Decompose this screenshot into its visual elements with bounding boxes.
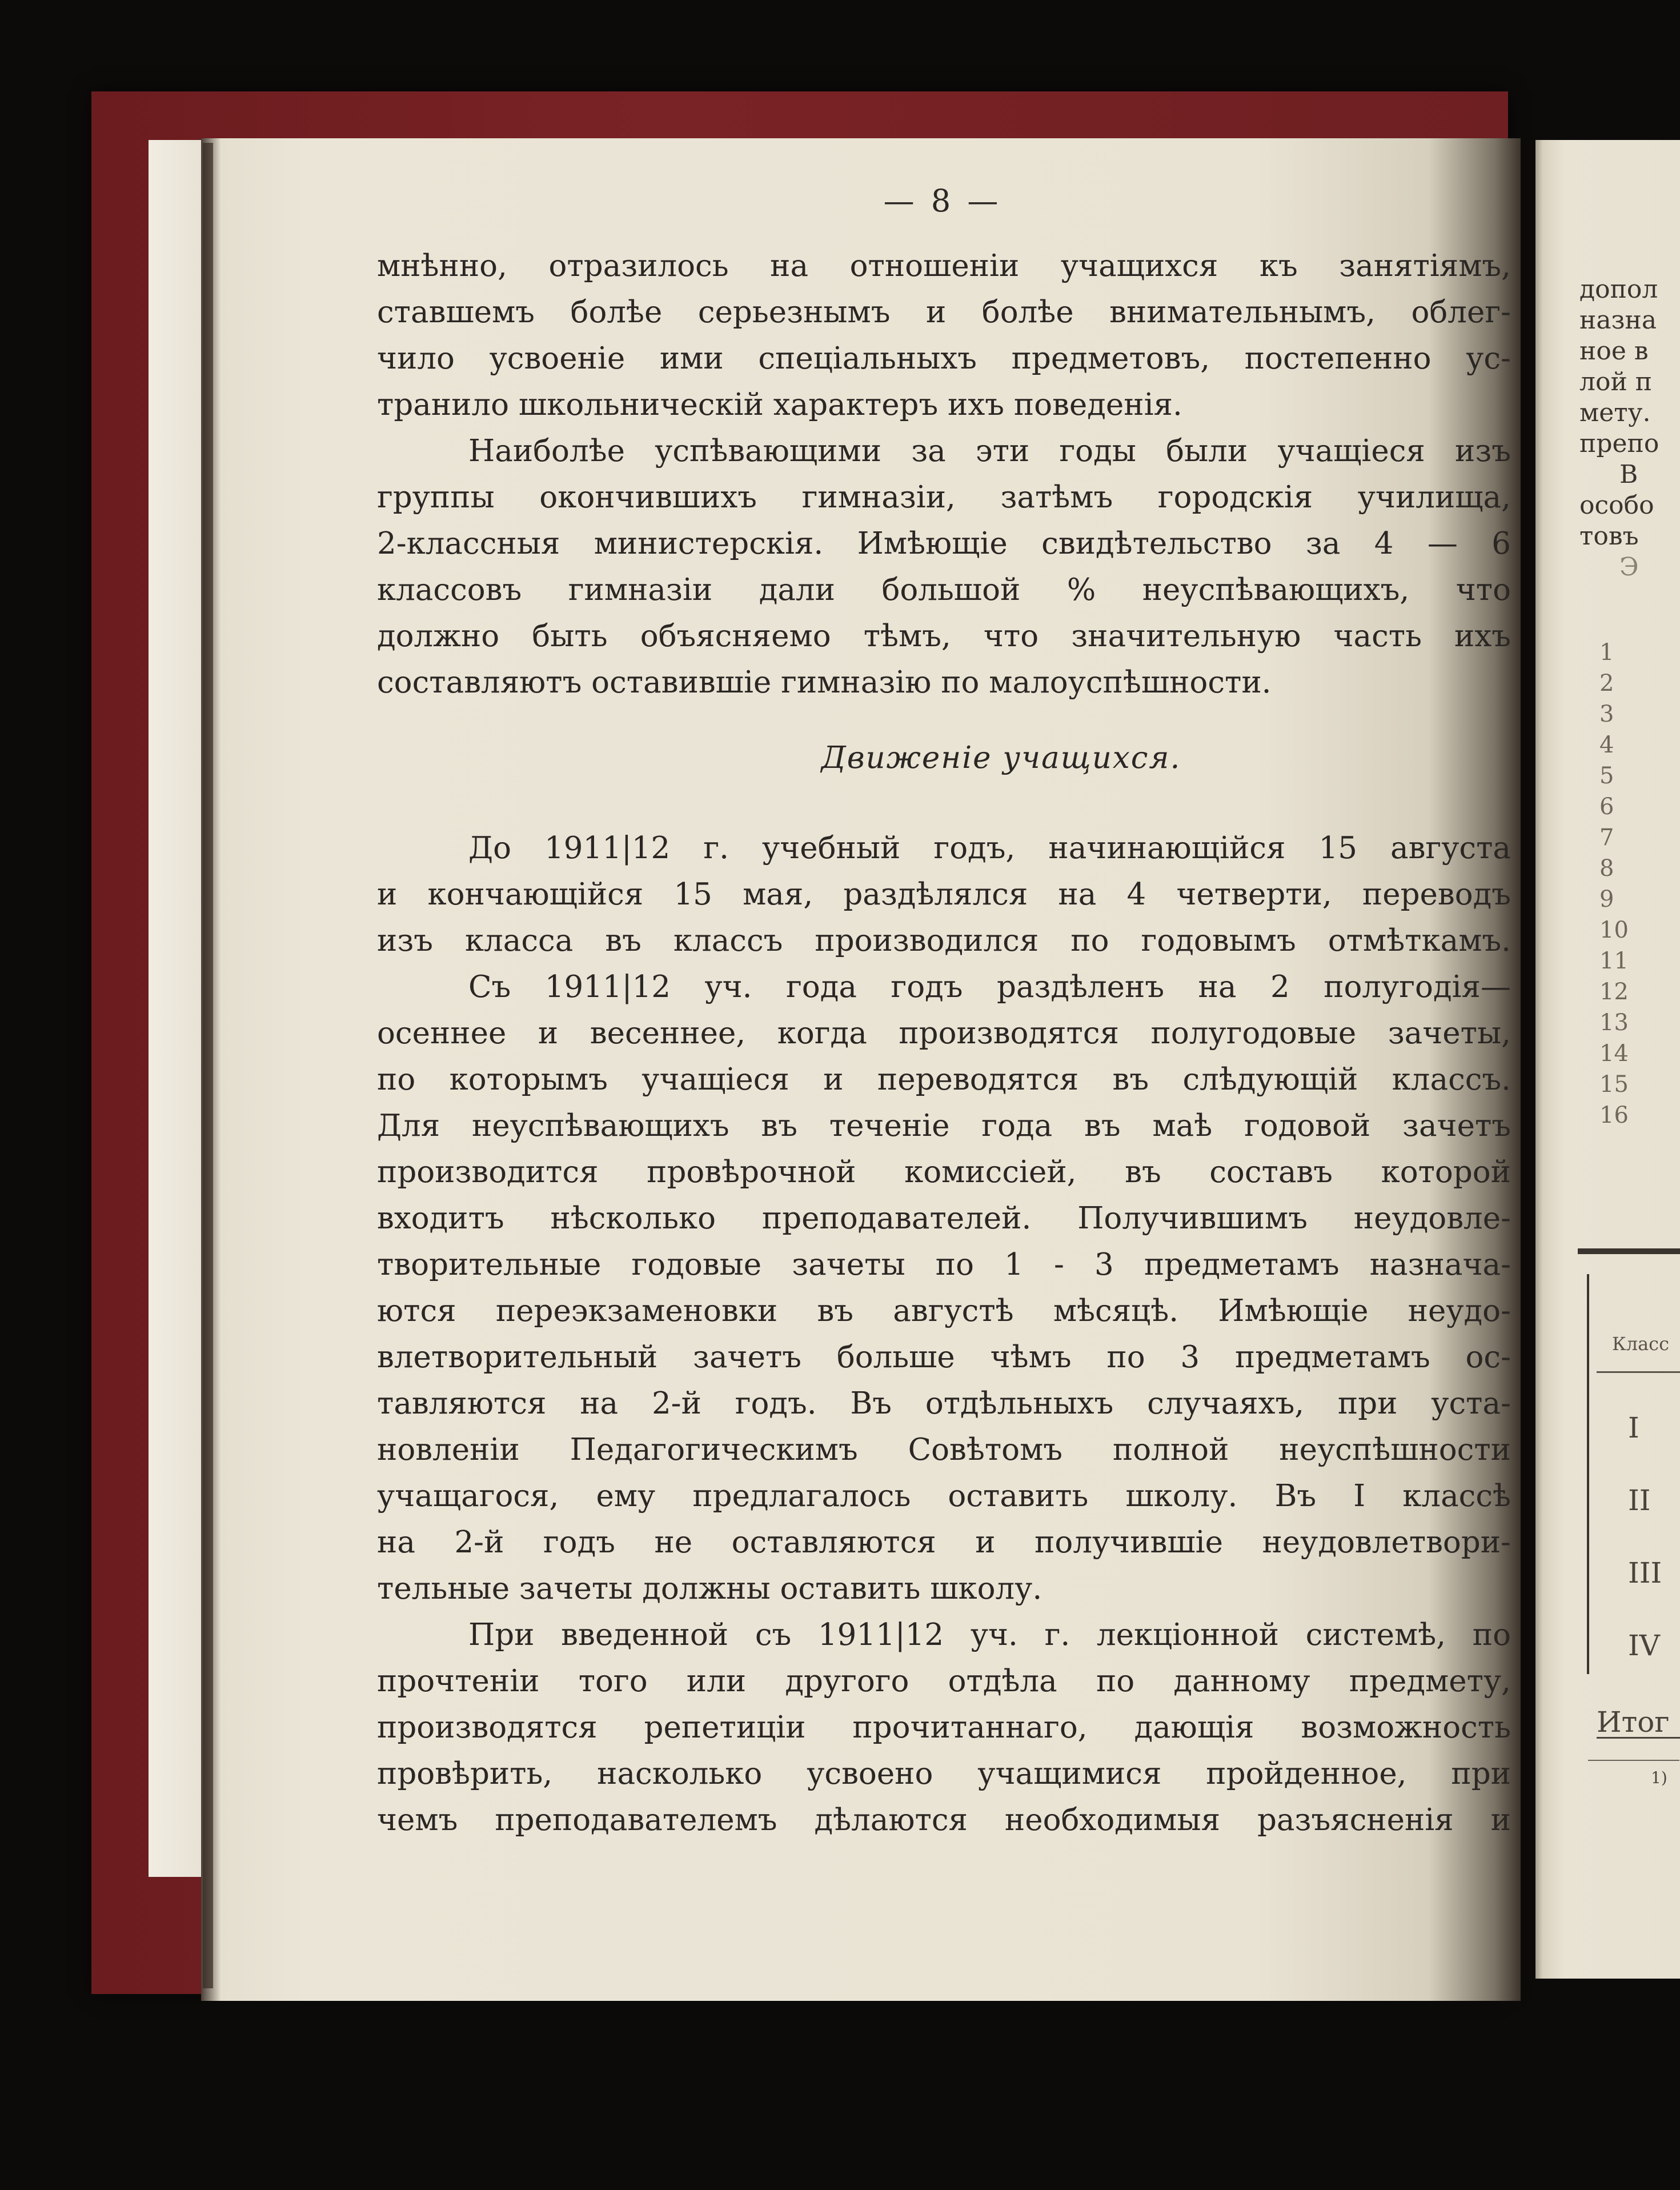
text-line: ставшемъ болѣе серьезнымъ и болѣе внимательнымъ, облег- — [377, 295, 1511, 330]
text-line: транило школьническiй характеръ ихъ поведенiя. — [377, 387, 1182, 422]
table-header-rule — [1597, 1371, 1680, 1373]
text-line: провѣрить, насколько усвоено учащимися пройденное, при — [377, 1756, 1511, 1791]
text-line: 2-классныя министерскiя. Имѣющiе свидѣтельство за 4 — 6 — [377, 526, 1511, 561]
text-line: на 2-й годъ не оставляются и получившiе неудовлетвори- — [377, 1525, 1511, 1560]
list-number: 15 — [1599, 1071, 1629, 1098]
text-line: новленiи Педагогическимъ Совѣтомъ полной неуспѣшности — [377, 1432, 1511, 1467]
table-top-rule — [1578, 1248, 1680, 1254]
text-line: входитъ нѣсколько преподавателей. Получившимъ неудовле- — [377, 1201, 1511, 1236]
text-line: прочтенiи того или другого отдѣла по данному предмету, — [377, 1664, 1511, 1699]
list-number: 1 — [1599, 639, 1614, 666]
list-number: 7 — [1599, 824, 1614, 851]
text-line: Наиболѣе успѣвающими за эти годы были учащiеся изъ — [468, 434, 1511, 469]
list-number: 14 — [1599, 1040, 1629, 1067]
text-fragment: назна — [1579, 306, 1657, 335]
text-line: чемъ преподавателемъ дѣлаются необходимыя разъясненiя и — [377, 1803, 1511, 1837]
text-fragment: товъ — [1579, 522, 1639, 551]
table-row: II — [1628, 1484, 1651, 1517]
table-header-class: Класс — [1612, 1333, 1670, 1355]
list-number: 9 — [1599, 886, 1614, 912]
binding-shadow — [203, 143, 213, 1988]
text-line: и кончающiйся 15 мая, раздѣлялся на 4 четверти, переводъ — [377, 877, 1511, 912]
text-fragment: особо — [1579, 491, 1654, 520]
list-number: 4 — [1599, 732, 1614, 758]
text-fragment: В — [1619, 460, 1638, 489]
text-line: влетворительный зачетъ больше чѣмъ по 3 предметамъ ос- — [377, 1340, 1511, 1375]
table-row: III — [1628, 1556, 1662, 1590]
footnote-mark: 1) — [1651, 1768, 1667, 1787]
text-line: ются переэкзаменовки въ августѣ мѣсяцѣ. Имѣющiе неудо- — [377, 1294, 1511, 1328]
text-line: Для неуспѣвающихъ въ теченiе года въ маѣ годовой зачетъ — [377, 1108, 1511, 1143]
text-line: мнѣнно, отразилось на отношенiи учащихся къ занятiямъ, — [377, 249, 1511, 283]
list-number: 3 — [1599, 701, 1614, 727]
text-line: творительные годовые зачеты по 1 - 3 предметамъ назнача- — [377, 1247, 1511, 1282]
text-line: классовъ гимназiи дали большой % неуспѣвающихъ, что — [377, 572, 1511, 607]
list-number: 13 — [1599, 1010, 1629, 1036]
list-number: 16 — [1599, 1102, 1629, 1128]
text-fragment: лой п — [1579, 367, 1653, 397]
list-number: 8 — [1599, 855, 1614, 882]
text-line: Съ 1911|12 уч. года годъ раздѣленъ на 2 полугодiя— — [468, 970, 1511, 1004]
text-fragment: мету. — [1579, 398, 1651, 427]
list-number: 6 — [1599, 794, 1614, 820]
list-number: 12 — [1599, 979, 1629, 1005]
text-line: изъ класса въ классъ производился по годовымъ отмѣткамъ. — [377, 923, 1511, 958]
text-line: должно быть объясняемо тѣмъ, что значительную часть ихъ — [377, 619, 1511, 654]
right-page-text — [1579, 274, 1680, 583]
list-number: 2 — [1599, 670, 1614, 696]
table-class-rows — [1628, 1411, 1680, 1701]
text-line: производятся репетицiи прочитаннаго, дающiя возможность — [377, 1710, 1511, 1745]
table-row: I — [1628, 1411, 1639, 1444]
text-fragment: Э — [1619, 552, 1639, 582]
text-line: чило усвоенiе ими спецiальныхъ предметовъ, постепенно ус- — [377, 341, 1511, 376]
text-line: тельные зачеты должны оставить школу. — [377, 1571, 1043, 1606]
table-row: IV — [1628, 1629, 1660, 1662]
text-fragment: препо — [1579, 429, 1659, 458]
table-bottom-rule — [1588, 1760, 1679, 1761]
list-number: 5 — [1599, 763, 1614, 789]
text-line: При введенной съ 1911|12 уч. г. лекцiонной системѣ, по — [468, 1618, 1511, 1652]
section-heading: Движенiе учащихся. — [821, 740, 1181, 775]
text-line: группы окончившихъ гимназiи, затѣмъ городскiя училища, — [377, 480, 1511, 515]
text-line: осеннее и весеннее, когда производятся полугодовые зачеты, — [377, 1016, 1511, 1051]
text-fragment: ное в — [1579, 337, 1649, 366]
text-line: тавляются на 2-й годъ. Въ отдѣльныхъ случаяхъ, при уста- — [377, 1386, 1511, 1421]
list-number: 10 — [1599, 917, 1629, 943]
page-number: — 8 — — [883, 183, 1002, 219]
page-body — [377, 243, 1511, 1843]
table-left-border — [1587, 1274, 1589, 1674]
text-line: производится провѣрочной комиссiей, въ составъ которой — [377, 1155, 1511, 1190]
list-number: 11 — [1599, 948, 1629, 974]
right-page-number-list — [1599, 637, 1679, 1131]
text-line: составляютъ оставившiе гимназiю по малоуспѣшности. — [377, 665, 1272, 700]
text-fragment: допол — [1579, 275, 1658, 304]
text-line: учащагося, ему предлагалось оставить школу. Въ I классѣ — [377, 1479, 1511, 1514]
text-line: по которымъ учащiеся и переводятся въ слѣдующiй классъ. — [377, 1062, 1511, 1097]
text-line: До 1911|12 г. учебный годъ, начинающiйся 15 августа — [468, 831, 1511, 866]
table-total: Итог — [1597, 1705, 1670, 1739]
